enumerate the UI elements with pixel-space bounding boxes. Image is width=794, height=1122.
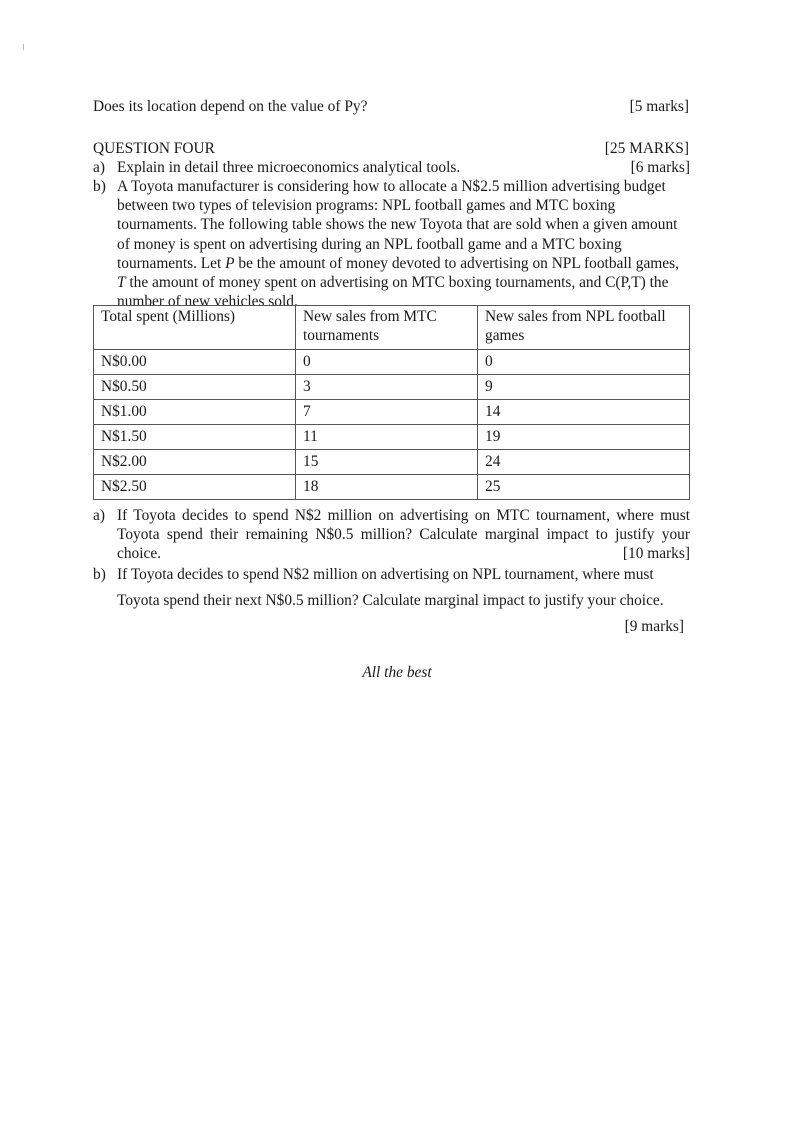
cell-mtc-sales: 11	[296, 425, 478, 450]
cell-total-spent: N$0.50	[94, 375, 296, 400]
sub-a-body	[117, 506, 690, 563]
table-row	[94, 350, 690, 375]
cell-npl-sales: 0	[478, 350, 690, 375]
sub-b-label: b)	[93, 566, 106, 583]
question-four-header	[93, 139, 689, 158]
variable-t: T	[117, 274, 126, 292]
table-header-row	[94, 306, 690, 350]
table-row	[94, 475, 690, 500]
cell-mtc-sales: 18	[296, 475, 478, 500]
advertising-sales-table	[93, 305, 690, 500]
sub-a-label: a)	[93, 507, 105, 524]
previous-question-text: Does its location depend on the value of Py?	[93, 98, 368, 115]
cell-total-spent: N$2.50	[94, 475, 296, 500]
part-b-text-3: the amount of money spent on advertising on MTC boxing tournaments, and C(P,T) the number of new vehicles sold.	[117, 274, 669, 311]
previous-question-tail	[93, 97, 689, 116]
cell-mtc-sales: 7	[296, 400, 478, 425]
sub-b-body	[117, 562, 690, 640]
table-row	[94, 425, 690, 450]
cell-mtc-sales: 3	[296, 375, 478, 400]
sub-question-a	[93, 506, 690, 563]
part-a-body	[117, 158, 690, 177]
previous-question-marks: [5 marks]	[629, 98, 689, 115]
table-row	[94, 450, 690, 475]
sub-a-text: If Toyota decides to spend N$2 million on advertising on MTC tournament, where must Toyota spend their remaining N$0.5 million? Calculate marginal impact to justify your choice.	[117, 507, 690, 562]
cell-total-spent: N$2.00	[94, 450, 296, 475]
part-b-text-2: be the amount of money devoted to advertising on NPL football games,	[234, 254, 679, 272]
cell-total-spent: N$0.00	[94, 350, 296, 375]
sub-a-marks: [10 marks]	[622, 545, 690, 562]
part-a-text: Explain in detail three microeconomics analytical tools.	[117, 159, 461, 176]
part-a	[93, 158, 690, 177]
part-b	[93, 177, 690, 311]
cell-npl-sales: 25	[478, 475, 690, 500]
cell-mtc-sales: 15	[296, 450, 478, 475]
part-b-label: b)	[93, 178, 106, 195]
header-total-spent: Total spent (Millions)	[94, 306, 296, 350]
sub-b-text: If Toyota decides to spend N$2 million on advertising on NPL tournament, where must Toyota spend their next N$0.5 million? Calculate marginal impact to justify your choice.	[117, 566, 664, 609]
question-total-marks: [25 MARKS]	[604, 140, 689, 157]
cell-npl-sales: 19	[478, 425, 690, 450]
closing-message: All the best	[362, 664, 432, 681]
cell-total-spent: N$1.50	[94, 425, 296, 450]
cell-total-spent: N$1.00	[94, 400, 296, 425]
part-a-label: a)	[93, 159, 105, 176]
cell-mtc-sales: 0	[296, 350, 478, 375]
table-row	[94, 375, 690, 400]
part-b-text-1: A Toyota manufacturer is considering how to allocate a N$2.5 million advertising budget between two types of television programs: NPL football games and MTC boxing tournaments. The following table shows the new Toyota that are sold when a given amount of money is spent on advertising during an NPL football game and a MTC boxing tournaments. Let	[117, 178, 678, 272]
scan-speck	[23, 44, 24, 50]
cell-npl-sales: 9	[478, 375, 690, 400]
header-npl-sales: New sales from NPL football games	[478, 306, 690, 350]
cell-npl-sales: 14	[478, 400, 690, 425]
question-title: QUESTION FOUR	[93, 140, 215, 157]
cell-npl-sales: 24	[478, 450, 690, 475]
header-mtc-sales: New sales from MTC tournaments	[296, 306, 478, 350]
sub-question-b	[93, 562, 690, 640]
sub-b-marks: [9 marks]	[624, 618, 684, 635]
part-a-marks: [6 marks]	[630, 159, 690, 176]
variable-p: P	[225, 254, 235, 272]
part-b-body	[117, 177, 690, 311]
table-row	[94, 400, 690, 425]
